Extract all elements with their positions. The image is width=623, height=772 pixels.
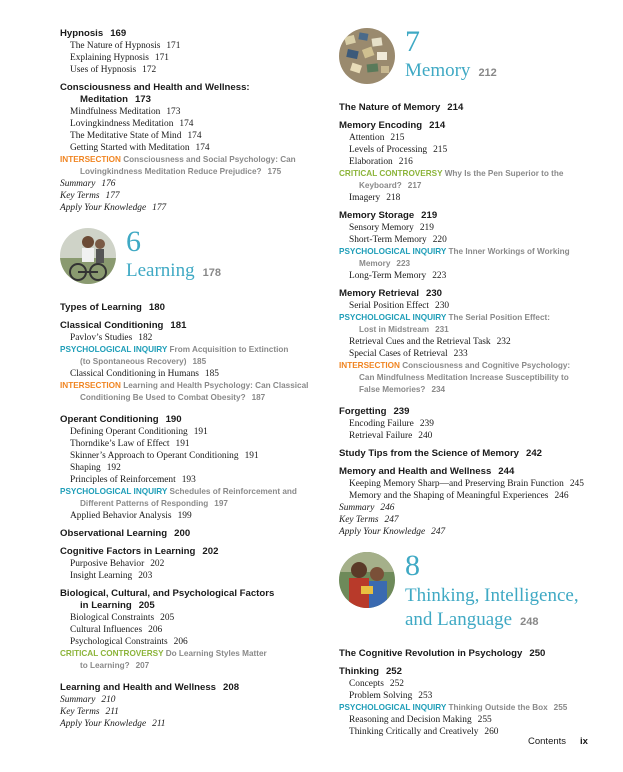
toc-entry[interactable]: Pavlov’s Studies 182 [70,333,153,343]
toc-section-cont[interactable]: in Learning 205 [80,600,155,611]
toc-entry[interactable]: Thinking Critically and Creatively 260 [349,727,499,737]
toc-entry[interactable]: Classical Conditioning in Humans 185 [70,369,219,379]
chapter-8-header[interactable] [339,549,609,636]
toc-section[interactable]: Memory Retrieval 230 [339,288,442,299]
toc-key-terms[interactable]: Key Terms 177 [60,191,120,201]
feature-critical-controversy[interactable]: CRITICAL CONTROVERSY Why Is the Pen Superior to the Keyboard? 217 [339,169,564,190]
feature-psychological-inquiry[interactable]: PSYCHOLOGICAL INQUIRY From Acquisition to Extinction (to Spontaneous Recovery) 185 [60,345,289,366]
toc-entry[interactable]: Uses of Hypnosis 172 [70,65,157,75]
toc-key-terms[interactable]: Key Terms 211 [60,707,119,717]
feature-intersection[interactable]: INTERSECTION Consciousness and Social Psychology: Can Lovingkindness Meditation Reduce Prejudice? 175 [60,155,296,176]
toc-entry[interactable]: Short-Term Memory 220 [349,235,447,245]
toc-entry[interactable]: Concepts 252 [349,679,404,689]
toc-section[interactable]: Forgetting 239 [339,406,410,417]
toc-entry[interactable]: Keeping Memory Sharp—and Preserving Brain Function 245 [349,479,584,489]
chapter-6-photo [60,228,116,284]
toc-entry[interactable]: Biological Constraints 205 [70,613,175,623]
toc-entry[interactable]: Skinner’s Approach to Operant Conditioning 191 [70,451,259,461]
toc-section[interactable]: Memory and Health and Wellness 244 [339,466,515,477]
chapter-number: 8 [405,549,420,582]
toc-entry[interactable]: Attention 215 [349,133,405,143]
toc-section[interactable]: Classical Conditioning 181 [60,320,187,331]
toc-apply-knowledge[interactable]: Apply Your Knowledge 177 [60,203,167,213]
toc-entry[interactable]: Mindfulness Meditation 173 [70,107,181,117]
feature-psychological-inquiry[interactable]: PSYCHOLOGICAL INQUIRY Thinking Outside the Box 255 [339,703,568,712]
toc-section-cont[interactable]: Meditation 173 [80,94,151,105]
toc-entry[interactable]: Thorndike’s Law of Effect 191 [70,439,190,449]
toc-section[interactable]: Memory Storage 219 [339,210,438,221]
toc-entry[interactable]: Insight Learning 203 [70,571,153,581]
toc-section[interactable]: Biological, Cultural, and Psychological Factors [60,588,275,599]
toc-entry[interactable]: Cultural Influences 206 [70,625,163,635]
right-column [339,25,609,738]
toc-entry[interactable]: Memory and the Shaping of Meaningful Experiences 246 [349,491,569,501]
toc-entry[interactable]: Problem Solving 253 [349,691,433,701]
toc-entry[interactable]: Long-Term Memory 223 [349,271,447,281]
toc-entry[interactable]: Lovingkindness Meditation 174 [70,119,194,129]
toc-key-terms[interactable]: Key Terms 247 [339,515,399,525]
toc-section[interactable]: Learning and Health and Wellness 208 [60,682,240,693]
toc-apply-knowledge[interactable]: Apply Your Knowledge 247 [339,527,446,537]
chapter-title: Learning 178 [126,260,221,281]
toc-summary[interactable]: Summary 176 [60,179,116,189]
feature-psychological-inquiry[interactable]: PSYCHOLOGICAL INQUIRY The Serial Position Effect: Lost in Midstream 231 [339,313,550,334]
toc-section[interactable]: The Nature of Memory 214 [339,102,464,113]
chapter-number: 7 [405,25,420,58]
toc-summary[interactable]: Summary 246 [339,503,395,513]
toc-entry[interactable]: Explaining Hypnosis 171 [70,53,169,63]
toc-entry[interactable]: Psychological Constraints 206 [70,637,188,647]
toc-entry[interactable]: Levels of Processing 215 [349,145,448,155]
toc-entry[interactable]: Shaping 192 [70,463,121,473]
toc-apply-knowledge[interactable]: Apply Your Knowledge 211 [60,719,166,729]
page-number: ix [580,736,588,747]
toc-entry[interactable]: Applied Behavior Analysis 199 [70,511,192,521]
footer-label: Contents [528,736,567,747]
toc-section[interactable]: Observational Learning 200 [60,528,191,539]
toc-entry[interactable]: Purposive Behavior 202 [70,559,165,569]
toc-entry[interactable]: Getting Started with Meditation 174 [70,143,210,153]
toc-section[interactable]: Memory Encoding 214 [339,120,446,131]
toc-entry[interactable]: Elaboration 216 [349,157,413,167]
toc-section[interactable]: Hypnosis 169 [60,28,127,39]
feature-intersection[interactable]: INTERSECTION Learning and Health Psychology: Can Classical Conditioning Be Used to Combat Obesity? 187 [60,381,309,402]
toc-section[interactable]: The Cognitive Revolution in Psychology 250 [339,648,546,659]
toc-summary[interactable]: Summary 210 [60,695,116,705]
toc-entry[interactable]: Defining Operant Conditioning 191 [70,427,208,437]
left-column [60,28,322,730]
chapter-title: Memory 212 [405,60,497,81]
toc-section[interactable]: Study Tips from the Science of Memory 242 [339,448,543,459]
toc-section[interactable]: Consciousness and Health and Wellness: [60,82,250,93]
toc-entry[interactable]: Special Cases of Retrieval 233 [349,349,468,359]
toc-entry[interactable]: Sensory Memory 219 [349,223,434,233]
chapter-7-header[interactable] [339,25,609,90]
toc-entry[interactable]: The Nature of Hypnosis 171 [70,41,181,51]
feature-psychological-inquiry[interactable]: PSYCHOLOGICAL INQUIRY The Inner Workings of Working Memory 223 [339,247,570,268]
toc-entry[interactable]: The Meditative State of Mind 174 [70,131,202,141]
toc-entry[interactable]: Principles of Reinforcement 193 [70,475,196,485]
toc-section[interactable]: Thinking 252 [339,666,402,677]
toc-section[interactable]: Cognitive Factors in Learning 202 [60,546,219,557]
page-footer [528,736,588,747]
chapter-title: Thinking, Intelligence, and Language 248 [405,585,579,630]
chapter-7-photo [339,28,395,84]
feature-critical-controversy[interactable]: CRITICAL CONTROVERSY Do Learning Styles Matter to Learning? 207 [60,649,267,670]
toc-entry[interactable]: Encoding Failure 239 [349,419,434,429]
toc-entry[interactable]: Retrieval Failure 240 [349,431,433,441]
toc-section[interactable]: Operant Conditioning 190 [60,414,182,425]
toc-section[interactable]: Types of Learning 180 [60,302,165,313]
chapter-number: 6 [126,225,141,258]
chapter-6-header[interactable] [60,225,322,290]
toc-entry[interactable]: Retrieval Cues and the Retrieval Task 232 [349,337,511,347]
toc-entry[interactable]: Serial Position Effect 230 [349,301,450,311]
feature-intersection[interactable]: INTERSECTION Consciousness and Cognitive Psychology: Can Mindfulness Meditation Increase Susceptibility to False Memories? 234 [339,361,571,394]
chapter-8-photo [339,552,395,608]
toc-entry[interactable]: Reasoning and Decision Making 255 [349,715,492,725]
toc-entry[interactable]: Imagery 218 [349,193,401,203]
feature-psychological-inquiry[interactable]: PSYCHOLOGICAL INQUIRY Schedules of Reinforcement and Different Patterns of Responding 197 [60,487,297,508]
